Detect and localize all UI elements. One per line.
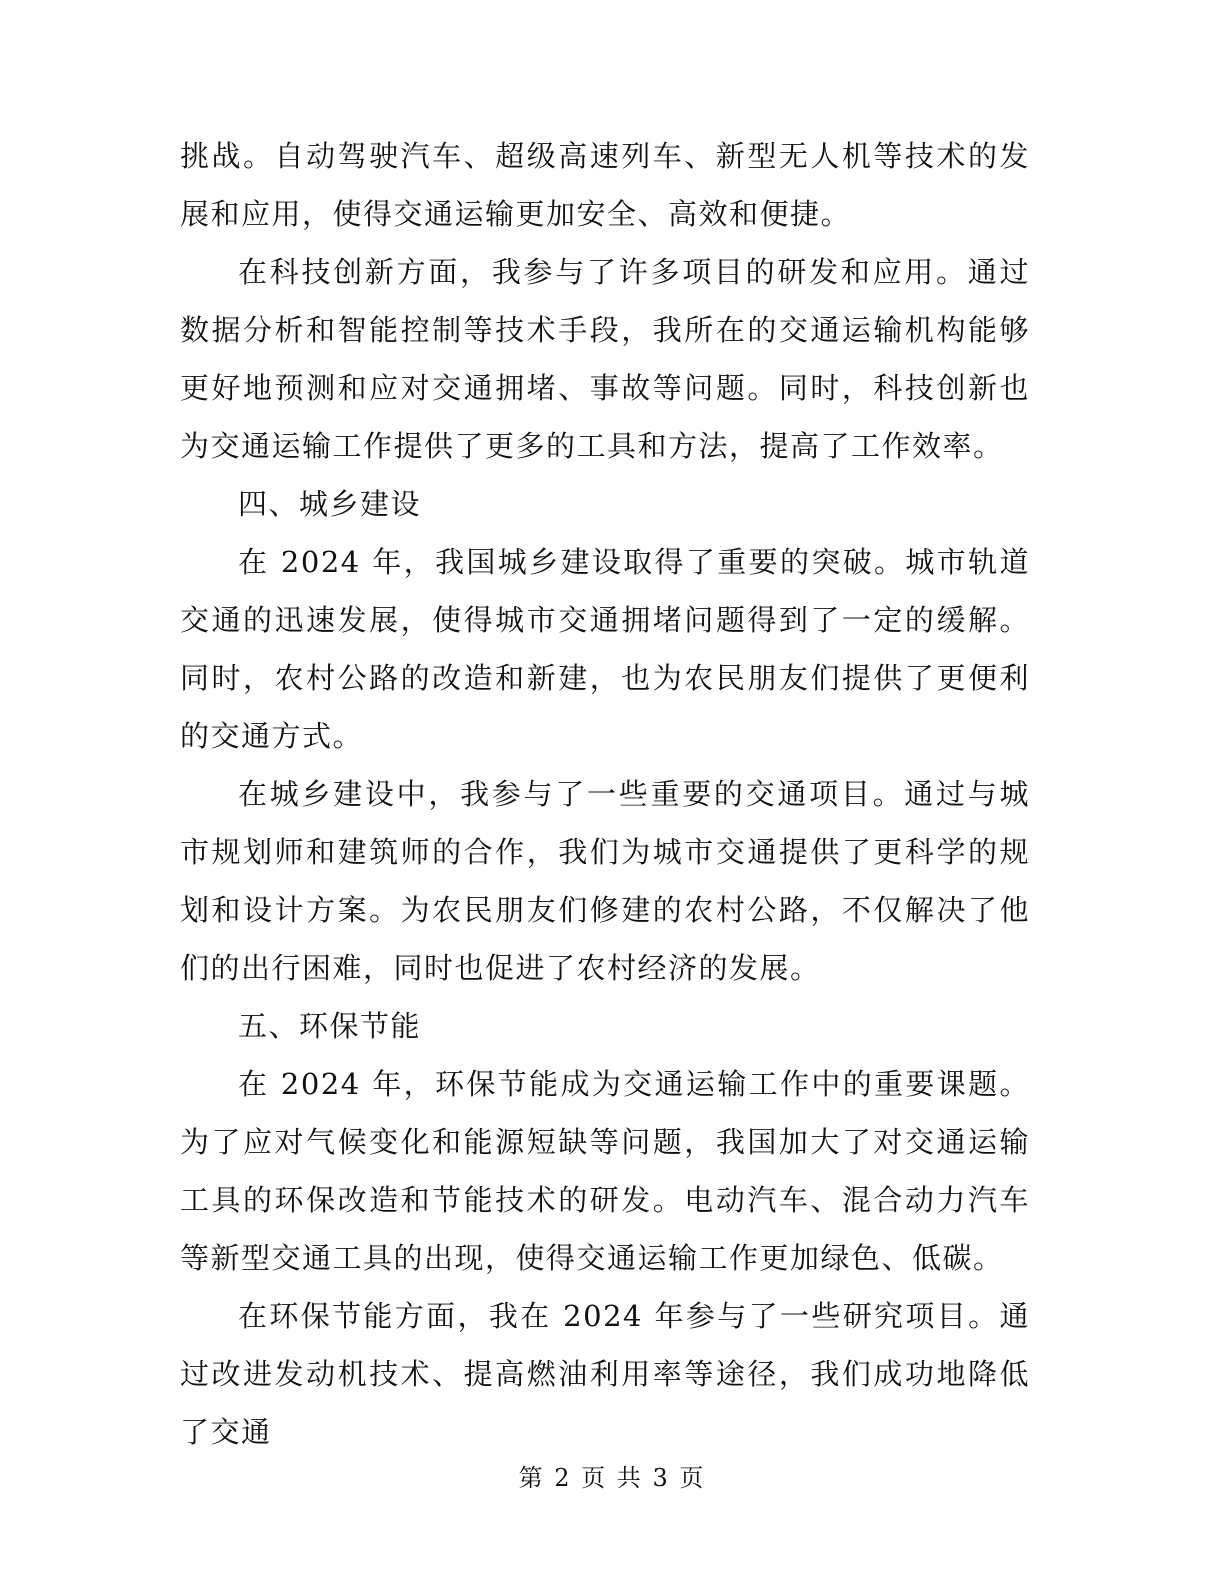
paragraph-continuation: 挑战。自动驾驶汽车、超级高速列车、新型无人机等技术的发展和应用，使得交通运输更加安全、高效和便捷。 (180, 139, 1030, 231)
document-body (180, 127, 1030, 1461)
paragraph-green-energy-topic: 在 2024 年，环保节能成为交通运输工作中的重要课题。为了应对气候变化和能源短缺等问题，我国加大了对交通运输工具的环保改造和节能技术的研发。电动汽车、混合动力汽车等新型交通工具的出现，使得交通运输工作更加绿色、低碳。 (180, 1067, 1030, 1275)
paragraph-urban-rural-progress: 在 2024 年，我国城乡建设取得了重要的突破。城市轨道交通的迅速发展，使得城市交通拥堵问题得到了一定的缓解。同时，农村公路的改造和新建，也为农民朋友们提供了更便利的交通方式。 (180, 545, 1030, 753)
section-heading-urban-rural: 四、城乡建设 (238, 487, 422, 521)
paragraph-green-energy-research: 在环保节能方面，我在 2024 年参与了一些研究项目。通过改进发动机技术、提高燃油利用率等途径，我们成功地降低了交通 (180, 1299, 1030, 1449)
page-number-footer: 第 2 页 共 3 页 (518, 1464, 706, 1492)
section-heading-green-energy: 五、环保节能 (238, 1009, 422, 1043)
paragraph-urban-rural-projects: 在城乡建设中，我参与了一些重要的交通项目。通过与城市规划师和建筑师的合作，我们为城市交通提供了更科学的规划和设计方案。为农民朋友们修建的农村公路，不仅解决了他们的出行困难，同时也促进了农村经济的发展。 (180, 777, 1030, 985)
paragraph-tech-innovation: 在科技创新方面，我参与了许多项目的研发和应用。通过数据分析和智能控制等技术手段，我所在的交通运输机构能够更好地预测和应对交通拥堵、事故等问题。同时，科技创新也为交通运输工作提供了更多的工具和方法，提高了工作效率。 (180, 255, 1030, 463)
